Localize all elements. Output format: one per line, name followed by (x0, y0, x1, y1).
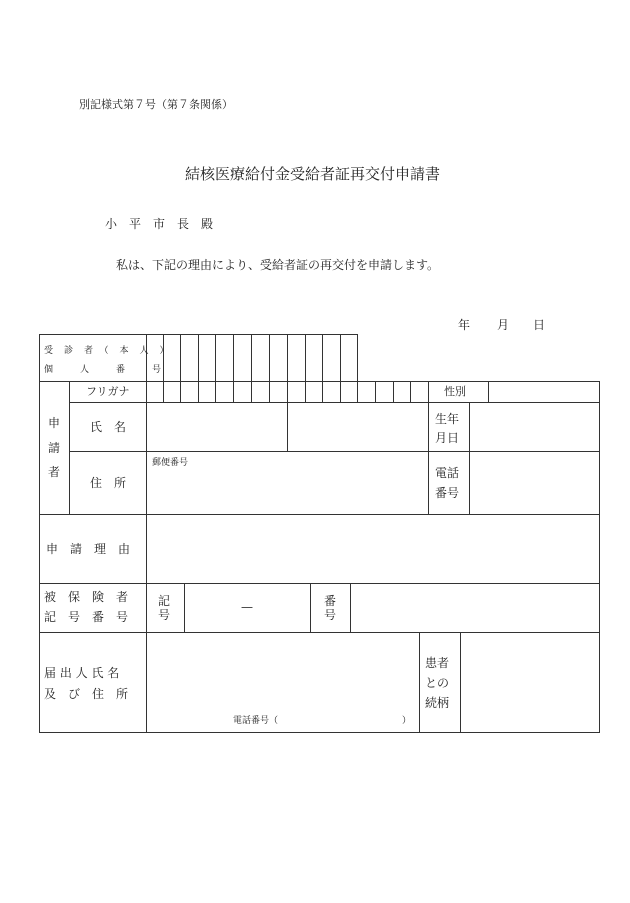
postal-code-label: 郵便番号 (152, 458, 189, 468)
applicant-section-char-3: 者 (48, 465, 61, 479)
statement: 私は、下記の理由により、受給者証の再交付を申請します。 (116, 258, 440, 272)
furigana-label: フリガナ (86, 385, 130, 398)
bango-char-1: 番 (324, 594, 337, 608)
applicant-section-char-2: 請 (48, 441, 61, 455)
date-month-label: 月 (497, 318, 510, 332)
insurance-label-2: 記 号 番 号 (44, 610, 129, 624)
applicant-section-char-1: 申 (48, 416, 61, 430)
notifier-phone-close: ） (402, 716, 412, 726)
kigo-char-2: 号 (158, 608, 171, 622)
birth-label-2: 月日 (435, 431, 460, 445)
relation-label-3: 続柄 (425, 696, 450, 710)
date-day-label: 日 (533, 318, 546, 332)
notifier-phone-label: 電話番号（ (233, 716, 279, 726)
personal-number-label-1: 受 診 者 （ 本 人 ） (44, 346, 170, 356)
relation-label-2: との (425, 676, 450, 690)
gender-label: 性別 (444, 385, 466, 398)
notifier-label-1: 届 出 人 氏 名 (44, 666, 120, 680)
form-title: 結核医療給付金受給者証再交付申請書 (185, 165, 441, 183)
date-year-label: 年 (458, 318, 471, 332)
kigo-char-1: 記 (158, 594, 171, 608)
phone-label-1: 電話 (435, 466, 460, 480)
birth-label-1: 生年 (435, 412, 460, 426)
notifier-label-2: 及 び 住 所 (44, 687, 129, 701)
name-label: 氏 名 (90, 420, 127, 434)
reason-label: 申 請 理 由 (46, 542, 131, 556)
form-code: 別記様式第７号（第７条関係） (79, 98, 233, 111)
addressee: 小 平 市 長 殿 (105, 217, 214, 231)
personal-number-label-2: 個 人 番 号 (44, 365, 162, 375)
address-label: 住 所 (90, 476, 127, 490)
bango-char-2: 号 (324, 608, 337, 622)
relation-label-1: 患者 (425, 656, 450, 670)
phone-label-2: 番号 (435, 486, 460, 500)
insurance-label-1: 被 保 険 者 (44, 590, 129, 604)
kigo-dash: — (241, 600, 253, 614)
